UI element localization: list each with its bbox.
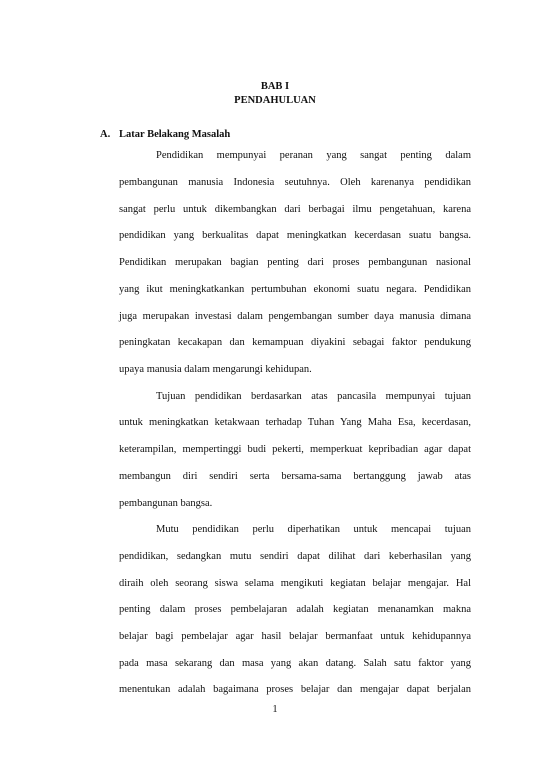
paragraph-line: Tujuan pendidikan berdasarkan atas pancasila mempunyai tujuan bbox=[156, 391, 471, 402]
section-title: Latar Belakang Masalah bbox=[119, 129, 231, 140]
paragraph-line: membangun diri sendiri serta bersama-sama bertanggung jawab atas bbox=[119, 471, 471, 482]
paragraph-line: pendidikan yang berkualitas dapat meningkatkan kecerdasan suatu bangsa. bbox=[119, 230, 471, 241]
paragraph-line: penting dalam proses pembelajaran adalah kegiatan menanamkan makna bbox=[119, 604, 471, 615]
paragraph-line: upaya manusia dalam mengarungi kehidupan. bbox=[119, 364, 312, 375]
paragraph-line: sangat perlu untuk dikembangkan dari berbagai ilmu pengetahuan, karena bbox=[119, 204, 471, 215]
paragraph-line: pembangunan manusia Indonesia seutuhnya. Oleh karenanya pendidikan bbox=[119, 177, 471, 188]
page-number: 1 bbox=[272, 704, 278, 715]
paragraph-line: pada masa sekarang dan masa yang akan datang. Salah satu faktor yang bbox=[119, 658, 471, 669]
paragraph-line: pembangunan bangsa. bbox=[119, 498, 213, 509]
paragraph-line: yang ikut meningkatkankan pertumbuhan ekonomi suatu negara. Pendidikan bbox=[119, 284, 471, 295]
paragraph-line: juga merupakan investasi dalam pengembangan sumber daya manusia dimana bbox=[119, 311, 471, 322]
paragraph-line: peningkatan kecakapan dan kemampuan diyakini sebagai faktor pendukung bbox=[119, 337, 471, 348]
paragraph-line: untuk meningkatkan ketakwaan terhadap Tuhan Yang Maha Esa, kecerdasan, bbox=[119, 417, 471, 428]
paragraph-line: Mutu pendidikan perlu diperhatikan untuk mencapai tujuan bbox=[156, 524, 471, 535]
paragraph-line: pendidikan, sedangkan mutu sendiri dapat dilihat dari keberhasilan yang bbox=[119, 551, 471, 562]
paragraph-line: menentukan adalah bagaimana proses belajar dan mengajar dapat berjalan bbox=[119, 684, 471, 695]
chapter-number: BAB I bbox=[260, 81, 290, 92]
section-heading bbox=[100, 128, 230, 142]
paragraph-line: keterampilan, mempertinggi budi pekerti, memperkuat kepribadian agar dapat bbox=[119, 444, 471, 455]
paragraph-line: Pendidikan merupakan bagian penting dari proses pembangunan nasional bbox=[119, 257, 471, 268]
paragraph-line: diraih oleh seorang siswa selama mengikuti kegiatan belajar mengajar. Hal bbox=[119, 578, 471, 589]
paragraph-line: belajar bagi pembelajar agar hasil belajar bermanfaat untuk kehidupannya bbox=[119, 631, 471, 642]
chapter-title: PENDAHULUAN bbox=[234, 95, 316, 106]
paragraph-line: Pendidikan mempunyai peranan yang sangat penting dalam bbox=[156, 150, 471, 161]
section-letter: A. bbox=[100, 129, 111, 140]
